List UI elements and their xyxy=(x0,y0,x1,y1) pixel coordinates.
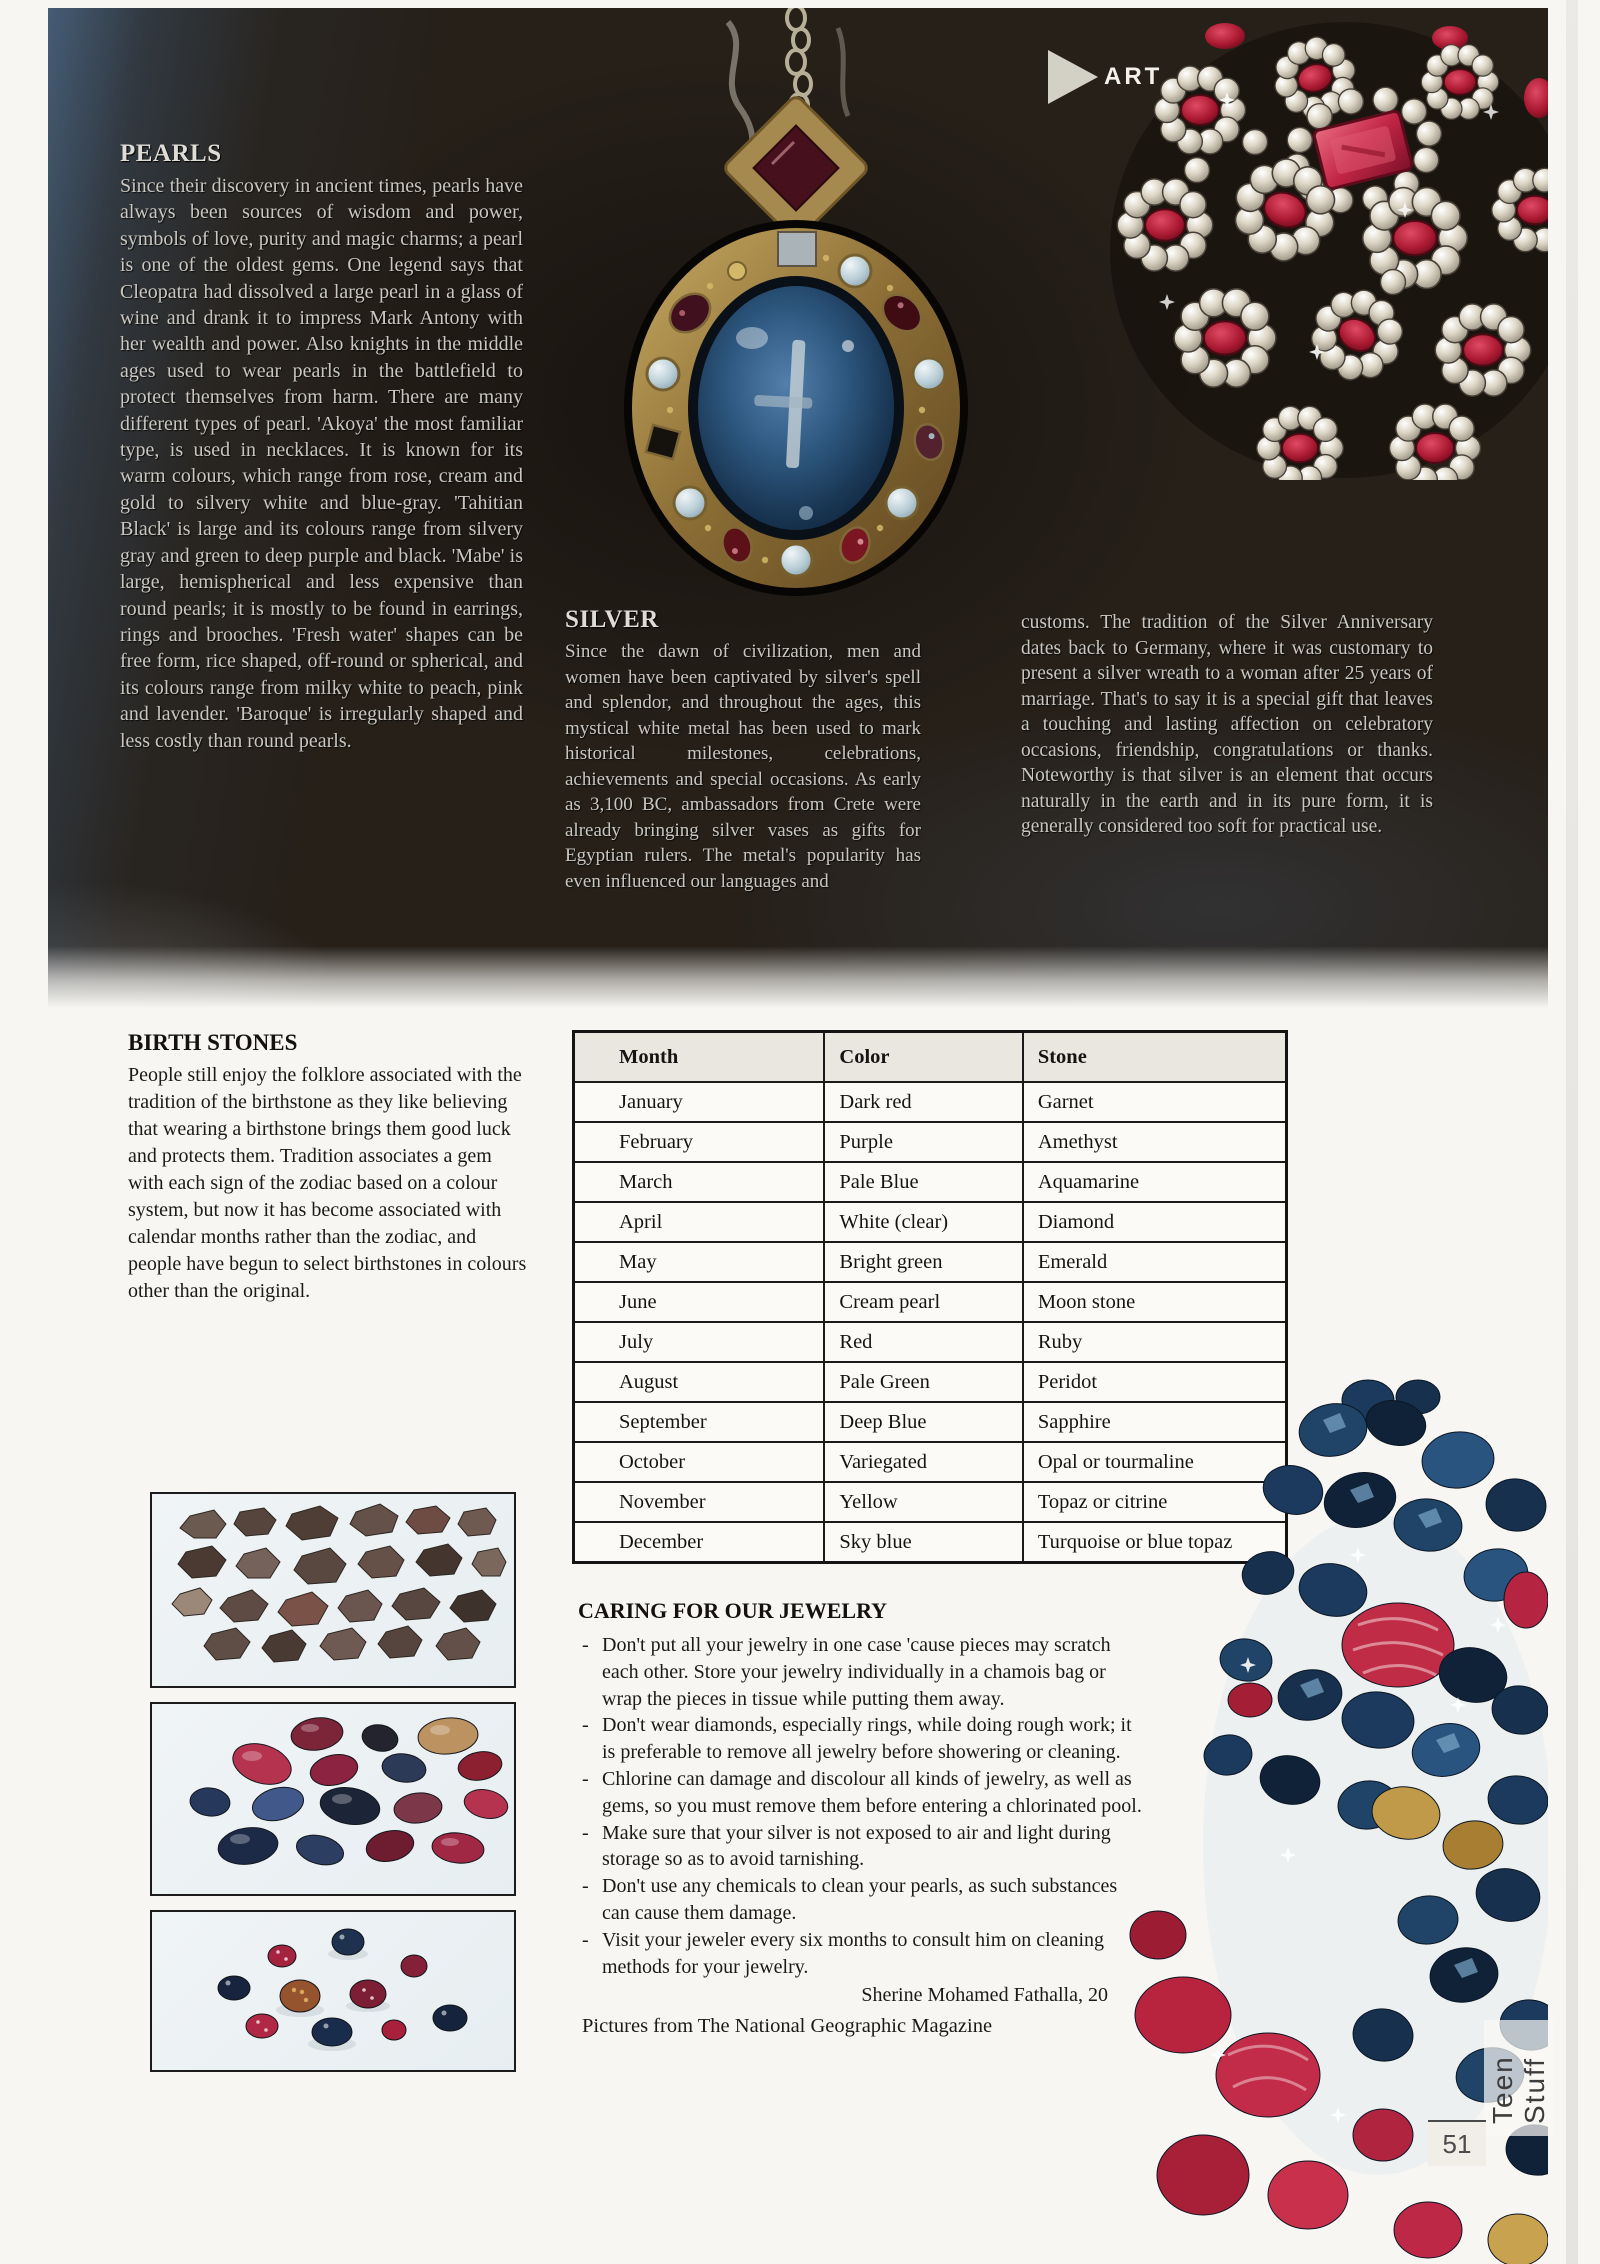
month-header: Month xyxy=(574,1032,825,1083)
stone-cell: Topaz or citrine xyxy=(1023,1482,1287,1522)
silver-body-col1: Since the dawn of civilization, men and women have been captivated by silver's spell and splendor, and throughout the ages, this mystical white metal has been used to mark historical milestones, celebrations, achievements and special occasions. As early as 3,100 BC, ambassadors from Crete were already bringing silver vases as gifts for Egyptian rulers. The metal's popularity has even influenced our languages and xyxy=(565,641,921,892)
color-cell: Sky blue xyxy=(824,1522,1022,1563)
color-cell: Deep Blue xyxy=(824,1402,1022,1442)
arrow-right-icon xyxy=(1048,50,1098,104)
stone-cell: Peridot xyxy=(1023,1362,1287,1402)
color-cell: White (clear) xyxy=(824,1202,1022,1242)
care-list-item: - Make sure that your silver is not exposed to air and light during storage so as to avoid tarnishing. xyxy=(578,1820,1142,1874)
silver-body-col2: customs. The tradition of the Silver Anniversary dates back to Germany, where it was customary to present a silver wreath to a woman after 25 years of marriage. That's to say it is a special gift that leaves a touching and lasting affection on celebratory occasions, friendship, congratulations or thanks. Noteworthy is that silver is an element that occurs naturally in the earth and in its pure form, it is generally considered too soft for practical use. xyxy=(1021,612,1433,837)
magazine-name-vertical: Teen Stuff xyxy=(1484,2020,1554,2136)
table-row xyxy=(574,1202,1287,1242)
color-header: Color xyxy=(824,1032,1022,1083)
color-cell: Pale Green xyxy=(824,1362,1022,1402)
care-list-item: - Visit your jeweler every six months to consult him on cleaning methods for your jewelry. xyxy=(578,1927,1142,1981)
table-row xyxy=(574,1242,1287,1282)
caring-title: CARING FOR OUR JEWELRY xyxy=(578,1598,888,1623)
care-list-item: - Don't wear diamonds, especially rings, while doing rough work; it is preferable to remove all jewelry before showering or cleaning. xyxy=(578,1712,1142,1766)
bracelet-photo xyxy=(1105,20,1548,480)
cut-gemstones-image xyxy=(150,1910,516,2072)
stone-cell: Garnet xyxy=(1023,1082,1287,1122)
color-cell: Pale Blue xyxy=(824,1162,1022,1202)
care-list-item: - Don't put all your jewelry in one case 'cause pieces may scratch each other. Store your jewelry individually in a chamois bag or wrap the pieces in tissue while putting them away. xyxy=(578,1632,1142,1712)
color-cell: Dark red xyxy=(824,1082,1022,1122)
month-cell: February xyxy=(574,1122,825,1162)
pendant-photo xyxy=(600,8,990,600)
caring-article xyxy=(578,1598,1142,2040)
silver-article-col1 xyxy=(565,606,921,894)
birth-stones-article xyxy=(128,1030,528,1305)
pearls-article xyxy=(120,140,523,754)
month-cell: January xyxy=(574,1082,825,1122)
rough-gemstones-image xyxy=(150,1492,516,1688)
color-cell: Red xyxy=(824,1322,1022,1362)
polished-gemstones-image xyxy=(150,1702,516,1896)
jewelry-photo-section xyxy=(48,8,1548,1008)
pictures-credit: Pictures from The National Geographic Magazine xyxy=(582,2015,993,2038)
color-cell: Variegated xyxy=(824,1442,1022,1482)
month-cell: September xyxy=(574,1402,825,1442)
page-number: 51 xyxy=(1428,2120,1486,2166)
stone-cell: Moon stone xyxy=(1023,1282,1287,1322)
stone-cell: Aquamarine xyxy=(1023,1162,1287,1202)
table-header-row xyxy=(574,1032,1287,1083)
author-byline: Sherine Mohamed Fathalla, 20 xyxy=(861,1984,1108,2007)
scan-edge-shadow xyxy=(1566,0,1578,2264)
table-row xyxy=(574,1122,1287,1162)
stone-cell: Ruby xyxy=(1023,1322,1287,1362)
stone-cell: Turquoise or blue topaz xyxy=(1023,1522,1287,1563)
art-section-tag xyxy=(1048,50,1162,104)
care-list-item: - Chlorine can damage and discolour all kinds of jewelry, as well as gems, so you must remove them before entering a chlorinated pool. xyxy=(578,1766,1142,1820)
care-list xyxy=(578,1632,1142,1980)
month-cell: June xyxy=(574,1282,825,1322)
stone-cell: Sapphire xyxy=(1023,1402,1287,1442)
color-cell: Purple xyxy=(824,1122,1022,1162)
silver-article-col2 xyxy=(1021,610,1433,840)
table-row xyxy=(574,1162,1287,1202)
month-cell: April xyxy=(574,1202,825,1242)
silver-title: SILVER xyxy=(565,606,659,633)
month-cell: July xyxy=(574,1322,825,1362)
stone-cell: Emerald xyxy=(1023,1242,1287,1282)
birth-stones-title: BIRTH STONES xyxy=(128,1030,298,1055)
month-cell: December xyxy=(574,1522,825,1563)
month-cell: October xyxy=(574,1442,825,1482)
pearls-title: PEARLS xyxy=(120,140,222,167)
photo-fade xyxy=(48,946,1548,1008)
month-cell: November xyxy=(574,1482,825,1522)
pearls-body: Since their discovery in ancient times, pearls have always been sources of wisdom and power, symbols of love, purity and magic charms; a pearl is one of the oldest gems. One legend says that Cleopatra had dissolved a large pearl in a glass of wine and drank it to impress Mark Antony with her wealth and power. Also knights in the middle ages used to wear pearls in the battlefield to protect themselves from harm. There are many different types of pearl. 'Akoya' the most familiar type, is used in necklaces. It is known for its warm colours, which range from rose, cream and gold to silvery white and blue-gray. 'Tahitian Black' is large and its colours range from silvery gray and green to deep purple and black. 'Mabe' is large, hemispherical and less expensive than round pearls; it is mostly to be found in earrings, rings and brooches. 'Fresh water' shapes can be free form, rice shaped, off-round or spherical, and its colours range from milky white to peach, pink and lavender. 'Baroque' is irregularly shaped and less costly than round pearls. xyxy=(120,175,523,752)
month-cell: August xyxy=(574,1362,825,1402)
stone-header: Stone xyxy=(1023,1032,1287,1083)
table-row xyxy=(574,1322,1287,1362)
stone-cell: Diamond xyxy=(1023,1202,1287,1242)
stone-cell: Amethyst xyxy=(1023,1122,1287,1162)
table-row xyxy=(574,1082,1287,1122)
month-cell: May xyxy=(574,1242,825,1282)
section-tag-label: ART xyxy=(1104,63,1163,90)
color-cell: Bright green xyxy=(824,1242,1022,1282)
table-row xyxy=(574,1282,1287,1322)
color-cell: Cream pearl xyxy=(824,1282,1022,1322)
care-list-item: - Don't use any chemicals to clean your pearls, as such substances can cause them damage. xyxy=(578,1873,1142,1927)
month-cell: March xyxy=(574,1162,825,1202)
color-cell: Yellow xyxy=(824,1482,1022,1522)
stone-cell: Opal or tourmaline xyxy=(1023,1442,1287,1482)
birth-stones-body: People still enjoy the folklore associated with the tradition of the birthstone as they like believing that wearing a birthstone brings them good luck and protects them. Tradition associates a gem with each sign of the zodiac based on a colour system, but now it has become associated with calendar months rather than the zodiac, and people have begun to select birthstones in colours other than the original. xyxy=(128,1064,527,1302)
